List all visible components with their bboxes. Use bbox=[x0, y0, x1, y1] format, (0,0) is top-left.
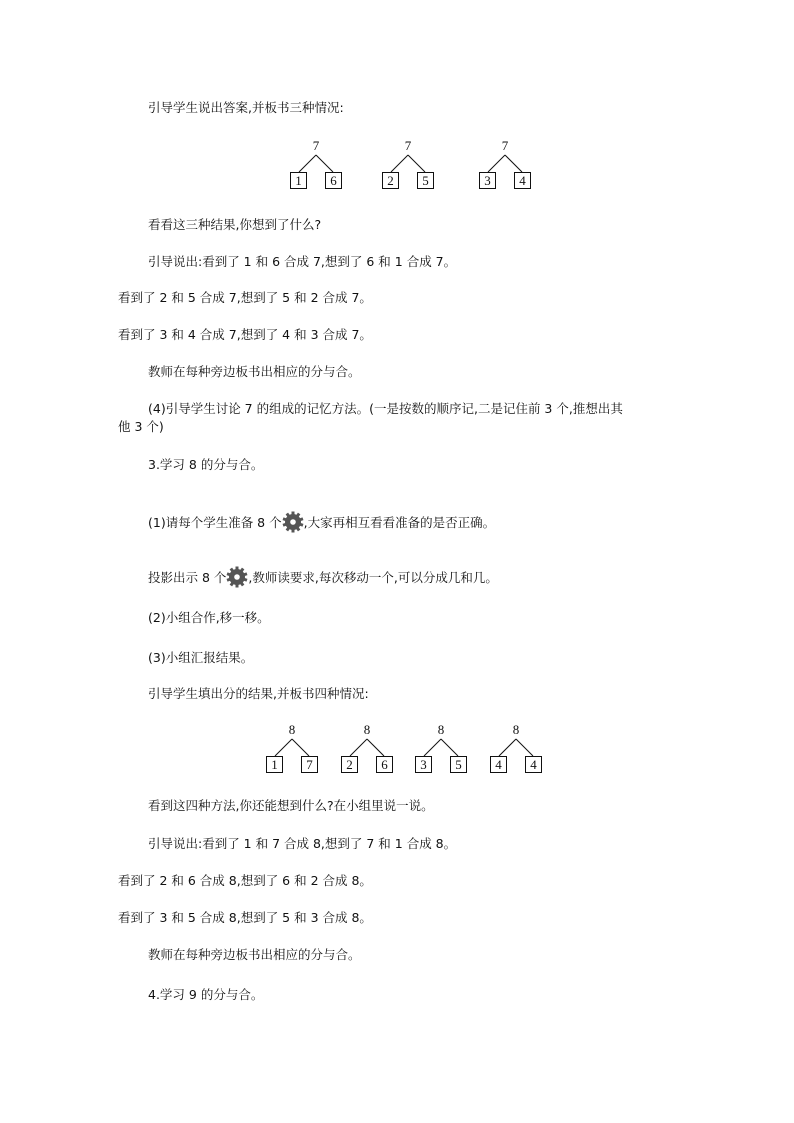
split-tree bbox=[475, 138, 535, 190]
split-tree bbox=[378, 138, 438, 190]
text: (1)请每个学生准备 8 个 bbox=[148, 515, 282, 530]
part-box-left: 1 bbox=[290, 172, 307, 189]
part-box-right: 5 bbox=[450, 756, 467, 773]
text: ,教师读要求,每次移动一个,可以分成几和几。 bbox=[248, 570, 498, 585]
paragraph: 看到了 2 和 5 合成 7,想到了 5 和 2 合成 7。 bbox=[118, 290, 372, 305]
paragraph: 3.学习 8 的分与合。 bbox=[148, 457, 264, 472]
part-box-left: 4 bbox=[490, 756, 507, 773]
total-number: 8 bbox=[512, 722, 520, 737]
part-box-right: 5 bbox=[417, 172, 434, 189]
part-box-right: 6 bbox=[376, 756, 393, 773]
paragraph: 引导学生填出分的结果,并板书四种情况: bbox=[148, 686, 369, 701]
paragraph: 看到了 2 和 6 合成 8,想到了 6 和 2 合成 8。 bbox=[118, 873, 372, 888]
paragraph: (3)小组汇报结果。 bbox=[148, 650, 254, 665]
paragraph bbox=[148, 511, 495, 533]
part-box-left: 3 bbox=[479, 172, 496, 189]
split-tree bbox=[262, 722, 322, 774]
paragraph bbox=[148, 566, 498, 588]
part-box-left: 2 bbox=[341, 756, 358, 773]
part-box-left: 2 bbox=[382, 172, 399, 189]
paragraph: 看到这四种方法,你还能想到什么?在小组里说一说。 bbox=[148, 798, 434, 813]
paragraph: (4)引导学生讨论 7 的组成的记忆方法。(一是按数的顺序记,二是记住前 3 个,推想出其 bbox=[148, 401, 623, 416]
paragraph: 4.学习 9 的分与合。 bbox=[148, 987, 264, 1002]
total-number: 8 bbox=[363, 722, 371, 737]
paragraph: 教师在每种旁边板书出相应的分与合。 bbox=[148, 364, 361, 379]
part-box-right: 4 bbox=[514, 172, 531, 189]
paragraph: 教师在每种旁边板书出相应的分与合。 bbox=[148, 947, 361, 962]
total-number: 7 bbox=[501, 138, 509, 153]
paragraph: 看到了 3 和 5 合成 8,想到了 5 和 3 合成 8。 bbox=[118, 910, 372, 925]
split-tree bbox=[411, 722, 471, 774]
paragraph: 看到了 3 和 4 合成 7,想到了 4 和 3 合成 7。 bbox=[118, 327, 372, 342]
total-number: 7 bbox=[404, 138, 412, 153]
gear-counter-icon bbox=[282, 511, 304, 533]
part-box-right: 6 bbox=[325, 172, 342, 189]
total-number: 7 bbox=[312, 138, 320, 153]
part-box-left: 1 bbox=[266, 756, 283, 773]
part-box-right: 4 bbox=[525, 756, 542, 773]
paragraph: 引导学生说出答案,并板书三种情况: bbox=[148, 100, 344, 115]
split-tree bbox=[486, 722, 546, 774]
part-box-left: 3 bbox=[415, 756, 432, 773]
part-box-right: 7 bbox=[301, 756, 318, 773]
gear-counter-icon bbox=[226, 566, 248, 588]
split-tree bbox=[337, 722, 397, 774]
paragraph: 引导说出:看到了 1 和 6 合成 7,想到了 6 和 1 合成 7。 bbox=[148, 254, 457, 269]
paragraph: (2)小组合作,移一移。 bbox=[148, 610, 270, 625]
paragraph: 看看这三种结果,你想到了什么? bbox=[148, 217, 322, 232]
paragraph: 引导说出:看到了 1 和 7 合成 8,想到了 7 和 1 合成 8。 bbox=[148, 836, 457, 851]
text: ,大家再相互看看准备的是否正确。 bbox=[303, 515, 496, 530]
total-number: 8 bbox=[437, 722, 445, 737]
total-number: 8 bbox=[288, 722, 296, 737]
split-tree bbox=[286, 138, 346, 190]
paragraph: 他 3 个) bbox=[118, 419, 164, 434]
text: 投影出示 8 个 bbox=[148, 570, 227, 585]
